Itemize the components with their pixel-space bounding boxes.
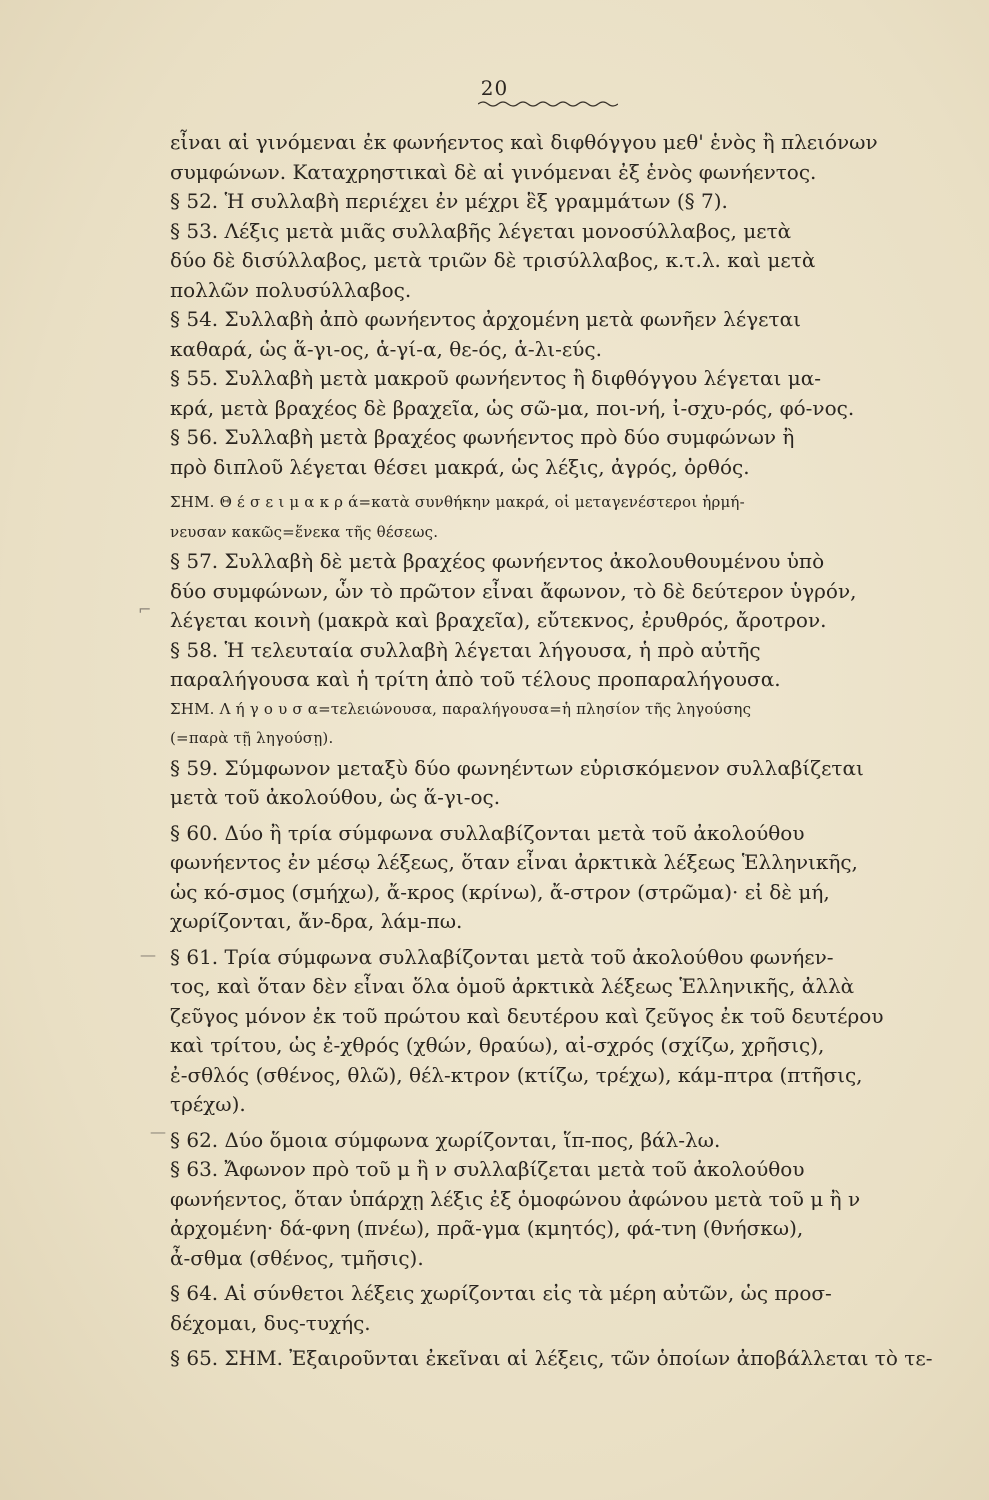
margin-mark: ⌐ [138,600,152,619]
ornament-divider [478,100,618,108]
text-line: πρὸ διπλοῦ λέγεται θέσει μακρά, ὡς λέξις, ἀγρός, ὀρθός. [170,454,750,479]
text-line: § 54. Συλλαβὴ ἀπὸ φωνήεντος ἀρχομένη μετὰ φωνῆεν λέγεται [170,307,801,331]
text-line: § 64. Αἱ σύνθετοι λέξεις χωρίζονται εἰς τὰ μέρη αὐτῶν, ὡς προσ- [170,1281,832,1305]
text-line: § 61. Τρία σύμφωνα συλλαβίζονται μετὰ τοῦ ἀκολούθου φωνήεν- [170,944,834,969]
text-line: § 62. Δύο ὅμοια σύμφωνα χωρίζονται, ἵπ-πος, βάλ-λω. [170,1127,721,1152]
text-line: καθαρά, ὡς ἅ-γι-ος, ἁ-γί-α, θε-ός, ἁ-λι-εύς. [170,336,602,361]
text-line: § 56. Συλλαβὴ μετὰ βραχέος φωνήεντος πρὸ δύο συμφώνων ἢ [170,425,795,449]
text-line: § 57. Συλλαβὴ δὲ μετὰ βραχέος φωνήεντος ἀκολουθουμένου ὑπὸ [170,549,825,573]
note-line: ΣΗΜ. Λ ή γ ο υ σ α=τελειώνουσα, παραλήγουσα=ἡ πλησίον τῆς ληγούσης [170,699,752,718]
text-line: πολλῶν πολυσύλλαβος. [170,277,412,302]
text-line: § 63. Ἄφωνον πρὸ τοῦ μ ἢ ν συλλαβίζεται μετὰ τοῦ ἀκολούθου [170,1157,805,1181]
text-line: § 58. Ἡ τελευταία συλλαβὴ λέγεται λήγουσα, ἡ πρὸ αὐτῆς [170,637,761,662]
note-line: (=παρὰ τῇ ληγούσῃ). [170,729,334,747]
text-line: δέχομαι, δυς-τυχής. [170,1310,371,1335]
text-line: ἆ-σθμα (σθένος, τμῆσις). [170,1245,424,1270]
page-number: 20 [480,76,509,100]
text-line: συμφώνων. Καταχρηστικαὶ δὲ αἱ γινόμεναι ἐξ ἑνὸς φωνήεντος. [170,159,817,184]
text-line: εἶναι αἱ γινόμεναι ἐκ φωνήεντος καὶ διφθόγγου μεθ' ἑνὸς ἢ πλειόνων [170,130,878,154]
text-line: τρέχω). [170,1092,246,1116]
text-line: φωνήεντος ἐν μέσῳ λέξεως, ὅταν εἶναι ἀρκτικὰ λέξεως Ἑλληνικῆς, [170,850,858,874]
text-line: καὶ τρίτου, ὡς ἐ-χθρός (χθών, θραύω), αἰ-σχρός (σχίζω, χρῆσις), [170,1033,825,1057]
note-line: νευσαν κακῶς=ἕνεκα τῆς θέσεως. [170,522,439,541]
text-line: § 60. Δύο ἢ τρία σύμφωνα συλλαβίζονται μετὰ τοῦ ἀκολούθου [170,820,805,845]
note-line: ΣΗΜ. Θ έ σ ε ι μ α κ ρ ά=κατὰ συνθήκην μακρά, οἱ μεταγενέστεροι ἡρμή- [170,493,745,511]
text-line: § 53. Λέξις μετὰ μιᾶς συλλαβῆς λέγεται μονοσύλλαβος, μετὰ [170,218,792,243]
text-line: δύο δὲ δισύλλαβος, μετὰ τριῶν δὲ τρισύλλαβος, κ.τ.λ. καὶ μετὰ [170,248,816,272]
margin-mark: — [140,945,156,964]
text-line: κρά, μετὰ βραχέος δὲ βραχεῖα, ὡς σῶ-μα, ποι-νή, ἰ-σχυ-ρός, φό-νος. [170,395,855,420]
text-line: δύο συμφώνων, ὧν τὸ πρῶτον εἶναι ἄφωνον, τὸ δὲ δεύτερον ὑγρόν, [170,578,857,603]
text-line: φωνήεντος, ὅταν ὑπάρχῃ λέξις ἐξ ὁμοφώνου ἀφώνου μετὰ τοῦ μ ἢ ν [170,1186,861,1211]
text-line: ζεῦγος μόνον ἐκ τοῦ πρώτου καὶ δευτέρου καὶ ζεῦγος ἐκ τοῦ δευτέρου [170,1003,884,1028]
text-line: ἐ-σθλός (σθένος, θλῶ), θέλ-κτρον (κτίζω, τρέχω), κάμ-πτρα (πτῆσις, [170,1062,863,1087]
text-line: § 55. Συλλαβὴ μετὰ μακροῦ φωνήεντος ἢ διφθόγγου λέγεται μα- [170,366,821,390]
text-line: ἀρχομένη· δά-φνη (πνέω), πρᾶ-γμα (κμητός), φά-τνη (θνήσκω), [170,1216,804,1240]
text-line: παραλήγουσα καὶ ἡ τρίτη ἀπὸ τοῦ τέλους προπαραλήγουσα. [170,667,781,691]
text-line: τος, καὶ ὅταν δὲν εἶναι ὅλα ὁμοῦ ἀρκτικὰ λέξεως Ἑλληνικῆς, ἀλλὰ [170,974,855,998]
text-line: μετὰ τοῦ ἀκολούθου, ὡς ἅ-γι-ος. [170,785,501,809]
text-line: χωρίζονται, ἄν-δρα, λάμ-πω. [170,909,463,933]
text-line: § 65. ΣΗΜ. Ἐξαιροῦνται ἐκεῖναι αἱ λέξεις, τῶν ὁποίων ἀποβάλλεται τὸ τε- [170,1346,933,1370]
text-line: λέγεται κοινὴ (μακρὰ καὶ βραχεῖα), εὔτεκνος, ἐρυθρός, ἄροτρον. [170,608,827,632]
margin-mark: — [150,1122,166,1141]
text-body [170,128,933,1374]
text-line: ὡς κό-σμος (σμήχω), ἄ-κρος (κρίνω), ἄ-στρον (στρῶμα)· εἰ δὲ μή, [170,879,830,904]
text-line: § 59. Σύμφωνον μεταξὺ δύο φωνηέντων εὑρισκόμενον συλλαβίζεται [170,755,864,780]
text-line: § 52. Ἡ συλλαβὴ περιέχει ἐν μέχρι ἓξ γραμμάτων (§ 7). [170,189,728,213]
